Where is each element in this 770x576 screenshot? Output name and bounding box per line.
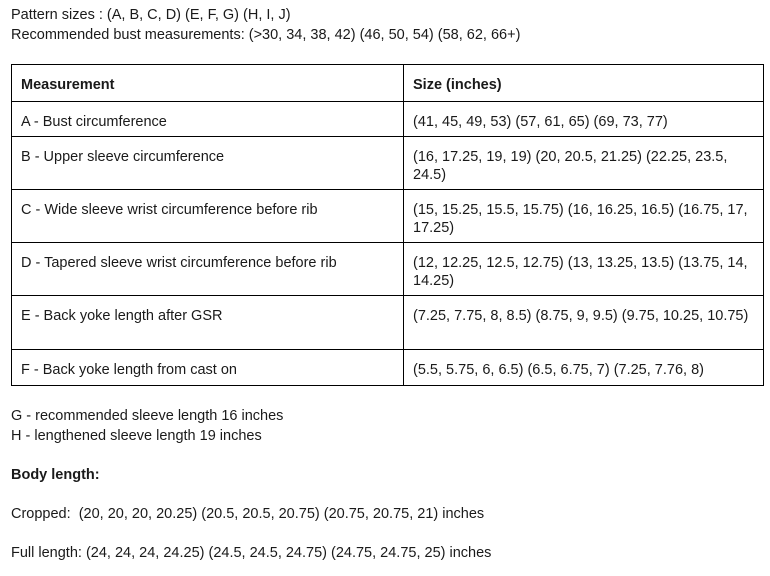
header-size: Size (inches) bbox=[404, 65, 764, 102]
size-cell: (41, 45, 49, 53) (57, 61, 65) (69, 73, 77) bbox=[404, 102, 764, 137]
full-length-line: Full length: (24, 24, 24, 24.25) (24.5, 24.5, 24.75) (24.75, 24.75, 25) inches bbox=[11, 545, 492, 561]
measurement-cell: D - Tapered sleeve wrist circumference before rib bbox=[12, 243, 404, 296]
measurement-cell: F - Back yoke length from cast on bbox=[12, 350, 404, 386]
table-row bbox=[12, 137, 764, 190]
cropped-length-line: Cropped: (20, 20, 20, 20.25) (20.5, 20.5, 20.75) (20.75, 20.75, 21) inches bbox=[11, 506, 485, 522]
sleeve-notes bbox=[11, 406, 283, 446]
size-cell: (12, 12.25, 12.5, 12.75) (13, 13.25, 13.5) (13.75, 14, 14.25) bbox=[404, 243, 764, 296]
size-cell: (7.25, 7.75, 8, 8.5) (8.75, 9, 9.5) (9.75, 10.25, 10.75) bbox=[404, 296, 764, 350]
note-h: H - lengthened sleeve length 19 inches bbox=[11, 428, 262, 444]
size-cell: (15, 15.25, 15.5, 15.75) (16, 16.25, 16.5) (16.75, 17, 17.25) bbox=[404, 190, 764, 243]
bust-measurements-line: Recommended bust measurements: (>30, 34, 38, 42) (46, 50, 54) (58, 62, 66+) bbox=[11, 27, 521, 43]
intro-section bbox=[11, 5, 520, 45]
body-length-title: Body length: bbox=[11, 467, 100, 483]
table-row bbox=[12, 190, 764, 243]
measurements-table bbox=[11, 64, 764, 386]
table-row bbox=[12, 243, 764, 296]
header-measurement: Measurement bbox=[12, 65, 404, 102]
table-header-row bbox=[12, 65, 764, 102]
size-cell: (5.5, 5.75, 6, 6.5) (6.5, 6.75, 7) (7.25, 7.76, 8) bbox=[404, 350, 764, 386]
table-row bbox=[12, 296, 764, 350]
measurement-cell: B - Upper sleeve circumference bbox=[12, 137, 404, 190]
table-row bbox=[12, 102, 764, 137]
measurement-cell: E - Back yoke length after GSR bbox=[12, 296, 404, 350]
measurement-cell: C - Wide sleeve wrist circumference before rib bbox=[12, 190, 404, 243]
size-cell: (16, 17.25, 19, 19) (20, 20.5, 21.25) (22.25, 23.5, 24.5) bbox=[404, 137, 764, 190]
note-g: G - recommended sleeve length 16 inches bbox=[11, 408, 284, 424]
table-row bbox=[12, 350, 764, 386]
pattern-sizes-line: Pattern sizes : (A, B, C, D) (E, F, G) (H, I, J) bbox=[11, 7, 291, 23]
measurement-cell: A - Bust circumference bbox=[12, 102, 404, 137]
